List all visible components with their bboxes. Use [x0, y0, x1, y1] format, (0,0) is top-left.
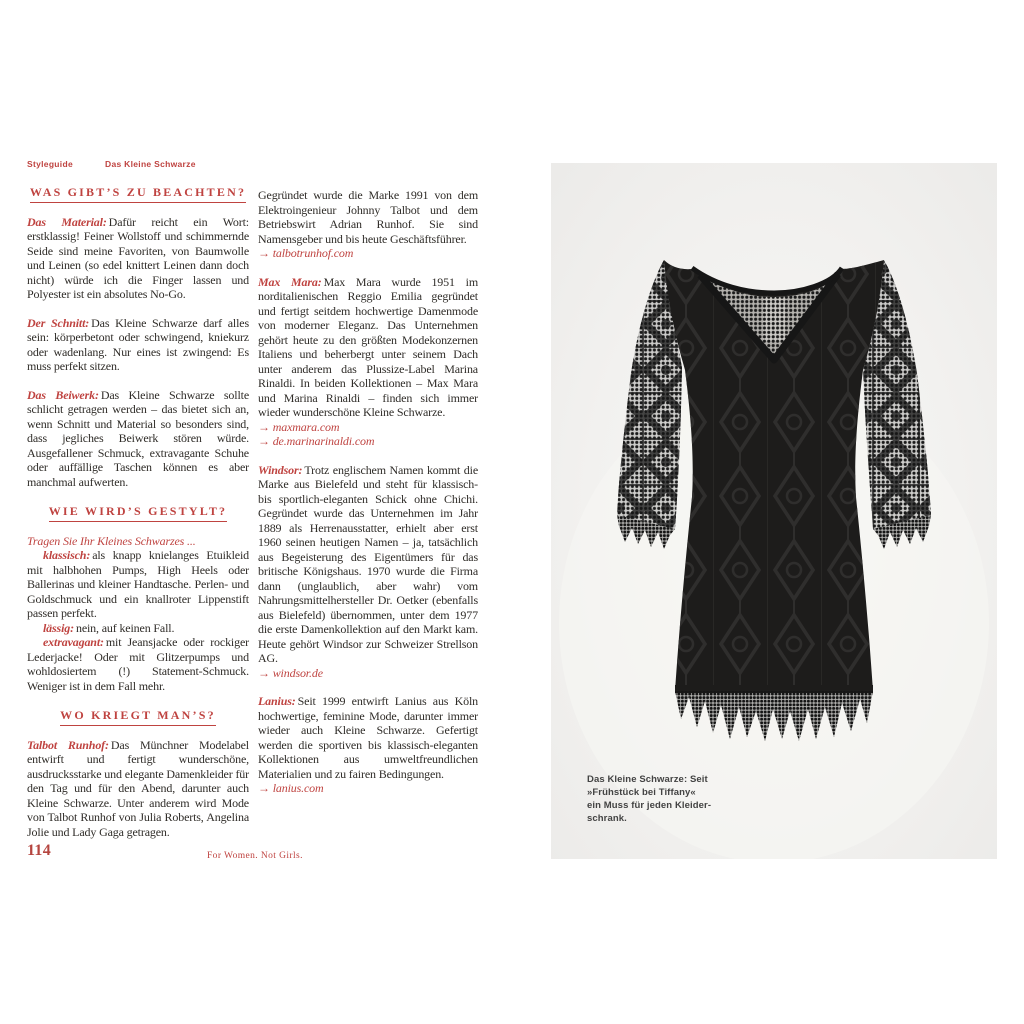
printed-url: → windsor.de [258, 665, 323, 680]
paragraph [27, 635, 249, 693]
paragraph [27, 548, 249, 621]
running-head-section: Styleguide [27, 159, 73, 169]
brand-block-max-mara [258, 275, 478, 449]
running-head-title: Das Kleine Schwarze [105, 159, 196, 169]
section-beachten [27, 185, 249, 489]
caption-line: ein Muss für jeden Kleider- [587, 800, 712, 811]
photo-caption [587, 773, 767, 825]
section-gestylt [27, 504, 249, 693]
dress-illustration [551, 163, 997, 859]
brand-block-talbot-runhof [258, 188, 478, 261]
paragraph [258, 275, 478, 420]
paragraph [258, 463, 478, 666]
caption-line: Das Kleine Schwarze: Seit [587, 774, 708, 785]
page-number: 114 [27, 842, 52, 859]
brand-block-windsor [258, 463, 478, 681]
paragraph [27, 738, 249, 840]
paragraph [27, 215, 249, 302]
paragraph-text: als knapp knielanges Etuikleid mit halbhohen Pumps, High Heels oder Ballerinas und kleiner Handtasche. Perlen- und Goldschmuck und ein knallroter Lippenstift passen perfekt. [27, 548, 249, 620]
paragraph-text: nein, auf keinen Fall. [75, 620, 175, 635]
paragraph-text: Max Mara wurde 1951 im norditalienischen Reggio Emilia gegründet und fertigt seitdem hochwertige Damenmode von moderner Eleganz. Das Unternehmen gehört heute zu den größten Modekonzernen Italiens und beherbergt unter seinem Dach unter anderem das Plussize-Label Marina Rinaldi. In beiden Kollektionen – Max Mara und Marina Rinaldi – finden sich immer wieder wunderschöne Kleine Schwarze. [258, 274, 479, 419]
paragraph-text: Dafür reicht ein Wort: erstklassig! Feiner Wollstoff und schimmernde Seide sind meine Favoriten, von Baumwolle und Leinen (so edel knittert Leinen dann doch nicht) würde ich die Finger lassen und Polyester ist ein absolutes No-Go. [27, 214, 249, 301]
paragraph [258, 188, 478, 246]
paragraph [27, 316, 249, 374]
middle-text-column [258, 183, 478, 810]
paragraph-lead: lässig: [43, 620, 74, 635]
paragraph-text: Das Kleine Schwarze darf alles sein: körperbetont oder schwingend, kniekurz oder wadenlang. Nur eines ist zwingend: Es muss perfekt sitzen. [27, 315, 249, 373]
paragraph [27, 388, 249, 490]
footer-tagline: For Women. Not Girls. [207, 851, 303, 861]
section-heading: WO KRIEGT MAN’S? [27, 708, 249, 726]
paragraph [27, 621, 249, 636]
paragraph-lead: Lanius: [258, 694, 296, 708]
paragraph-lead: Talbot Runhof: [27, 737, 109, 752]
paragraph-text: Das Münchner Modelabel entwirft und fertigt wunderschöne, ausdrucksstarke und elegante Damenkleider für den Tag und für den Abend, darunter auch Kleine Schwarze. Unter anderem wird Mode von Talbot Runhof von Julia Roberts, Angelina Jolie und Lady Gaga getragen. [27, 737, 249, 839]
paragraph-text: Seit 1999 entwirft Lanius aus Köln hochwertige, feminine Mode, darunter immer wieder auch Kleine Schwarze. Gefertigt werden die sportiven bis klassisch-eleganten Kollektionen aus umweltfreundlichen Materialien und zu fairen Bedingungen. [258, 694, 478, 781]
paragraph-lead: Der Schnitt: [27, 315, 90, 330]
section-heading: WAS GIBT’S ZU BEACHTEN? [27, 185, 249, 203]
printed-url: → de.marinarinaldi.com [258, 434, 375, 448]
caption-line: schrank. [587, 813, 627, 824]
section-kriegt [27, 708, 249, 839]
paragraph-lead: Windsor: [258, 462, 303, 477]
paragraph-text: Gegründet wurde die Marke 1991 von dem Elektroingenieur Johnny Talbot und dem Betriebswirt Adrian Runhof. Sie sind Namensgeber und bis heute Geschäftsführer. [258, 188, 478, 246]
printed-url: → lanius.com [258, 781, 324, 795]
paragraph-lead: Max Mara: [258, 274, 322, 289]
paragraph-lead: klassisch: [43, 548, 91, 562]
paragraph-text: Das Kleine Schwarze sollte schlicht getragen werden – das bietet sich an, wenn Schnitt und Material so besonders sind, dass jegliches Beiwerk stören würde. Ausgefallener Schmuck, extravagante Schuhe oder auffällige Taschen können es aber manchmal aufwerten. [27, 387, 250, 489]
caption-line: »Frühstück bei Tiffany« [587, 787, 696, 798]
dress-photo [551, 163, 997, 859]
brand-block-lanius [258, 694, 478, 796]
printed-url: → talbotrunhof.com [258, 246, 354, 260]
paragraph-text: Trotz englischem Namen kommt die Marke aus Bielefeld und steht für klassisch- bis sportlich-eleganten Schick ohne Chichi. Gegründet wurde das Unternehmen im Jahr 1889 als Herrenausstatter, erhielt aber erst 1960 seinen heutigen Namen – ja, tatsächlich aus Begeisterung des Eigentümers für das britische Königshaus. 1970 wurde die Firma dann (unglaublich, aber wahr) vom Nahrungsmittelhersteller Dr. Oetker (ebenfalls aus Bielefeld) übernommen, unter dem 1977 die erste Damenkollektion auf den Markt kam. Heute gehört Windsor zur Schweizer Strellson AG. [258, 462, 478, 665]
printed-url: → maxmara.com [258, 419, 340, 434]
style-intro-line: Tragen Sie Ihr Kleines Schwarzes ... [27, 533, 196, 548]
paragraph-lead: Das Beiwerk: [27, 387, 99, 402]
left-text-column [27, 183, 249, 839]
paragraph-lead: extravagant: [43, 635, 104, 649]
paragraph-lead: Das Material: [27, 214, 107, 229]
paragraph [258, 694, 478, 781]
paragraph-text: mit Jeansjacke oder rockiger Lederjacke! Oder mit Glitzerpumps und wohldosiertem (!) Statement-Schmuck. Weniger ist in dem Fall mehr. [27, 635, 249, 693]
section-heading: WIE WIRD’S GESTYLT? [27, 504, 249, 522]
